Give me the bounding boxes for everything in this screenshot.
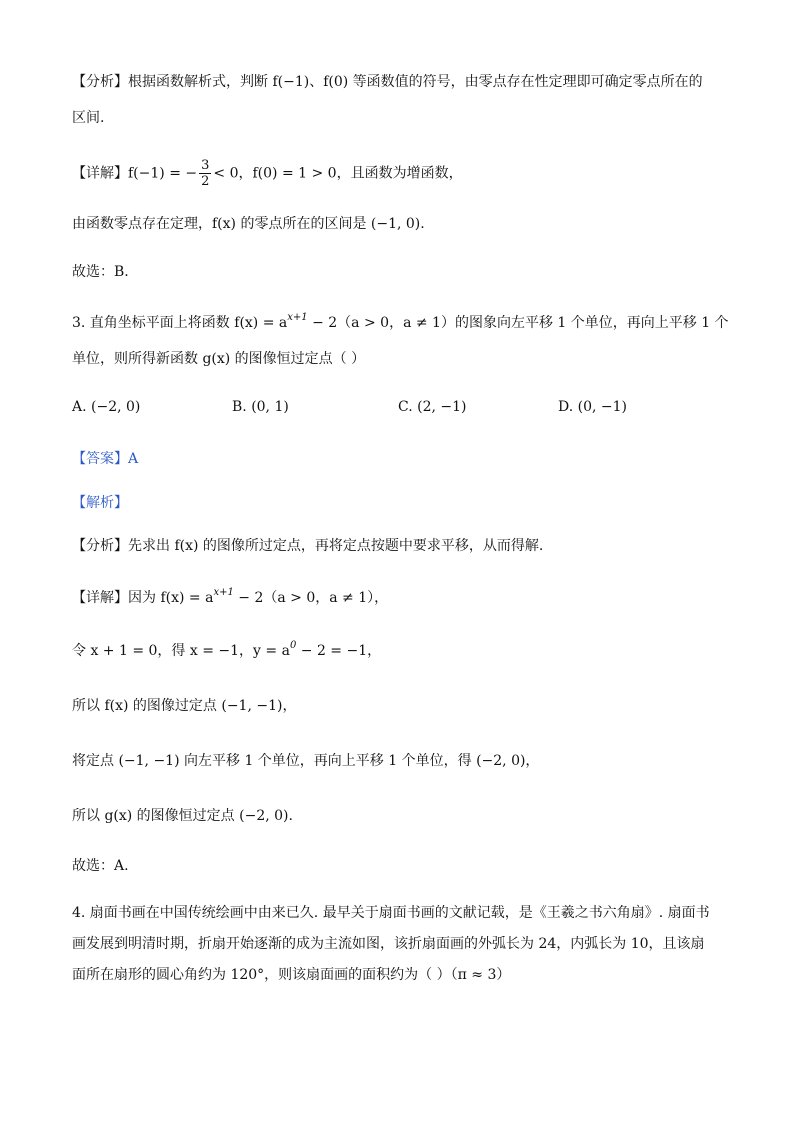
fenxi-line: 【分析】先求出 f(x) 的图像所过定点，再将定点按题中要求平移，从而得解. — [72, 538, 544, 554]
ling-line: 令 x + 1 = 0，得 x = −1，$y = a^0 - 2 = -1$， — [72, 640, 382, 659]
exponent: x+1 — [287, 312, 308, 323]
question-4-line-3: 面所在扇形的圆心角约为 120°，则该扇面画的面积约为（ ）（π ≈ 3） — [72, 967, 511, 983]
detail-q3-line: 【详解】因为 $f(x) = a^{x+1} - 2(a > 0$，a ≠ 1）， — [72, 587, 389, 606]
option-b: B. (0, 1) — [232, 399, 289, 415]
detail-expr-a: f(−1) = − — [128, 165, 198, 182]
analysis-line-2: 区间. — [72, 110, 105, 126]
option-d: D. (0, −1) — [558, 399, 627, 415]
question-4-line-2: 画发展到明清时期，折扇开始逐渐的成为主流如图，该折扇面画的外弧长为 24，内弧长为 10，且该扇 — [72, 936, 705, 952]
detail-expr-b: < 0，f(0) = 1 > 0，且函数为增函数， — [213, 165, 463, 182]
zero-theorem-line: 由函数零点存在定理，f(x) 的零点所在的区间是 (−1, 0). — [72, 216, 425, 232]
question-3-line-2: 单位，则所得新函数 g(x) 的图像恒过定点（ ） — [72, 351, 366, 367]
conclusion-line: 所以 g(x) 的图像恒过定点 (−2, 0). — [72, 808, 293, 824]
jiexi-label: 【解析】 — [72, 495, 128, 511]
answer-label: 【答案】A — [72, 451, 139, 467]
option-c: C. (2, −1) — [398, 399, 467, 415]
analysis-line-1: 【分析】根据函数解析式，判断 f(−1)、f(0) 等函数值的符号，由零点存在性定理即可确定零点所在的 — [72, 74, 703, 90]
question-3-line-1: 3. 直角坐标平面上将函数 $f(x) = a^{x+1} - 2(a > 0$，a ≠ 1）的图象向左平移 1 个单位，再向上平移 1 个 — [72, 312, 729, 331]
fixed-point-line: 所以 f(x) 的图像过定点 (−1, −1)， — [72, 698, 297, 714]
exponent: x+1 — [213, 587, 234, 598]
exponent: 0 — [289, 640, 297, 651]
choice-b-line: 故选：B. — [72, 264, 129, 280]
translate-line: 将定点 (−1, −1) 向左平移 1 个单位，再向上平移 1 个单位，得 (−2, 0)， — [72, 753, 540, 769]
detail-line — [72, 158, 463, 189]
detail-tag: 【详解】 — [72, 165, 128, 182]
option-a: A. (−2, 0) — [72, 399, 141, 415]
choice-a-line: 故选：A. — [72, 858, 129, 874]
question-4-line-1: 4. 扇面书画在中国传统绘画中由来已久. 最早关于扇面书画的文献记载，是《王羲之书六角扇》. 扇面书 — [72, 905, 710, 921]
fraction-three-halves: $\frac{3}{2}$ — [201, 158, 210, 189]
